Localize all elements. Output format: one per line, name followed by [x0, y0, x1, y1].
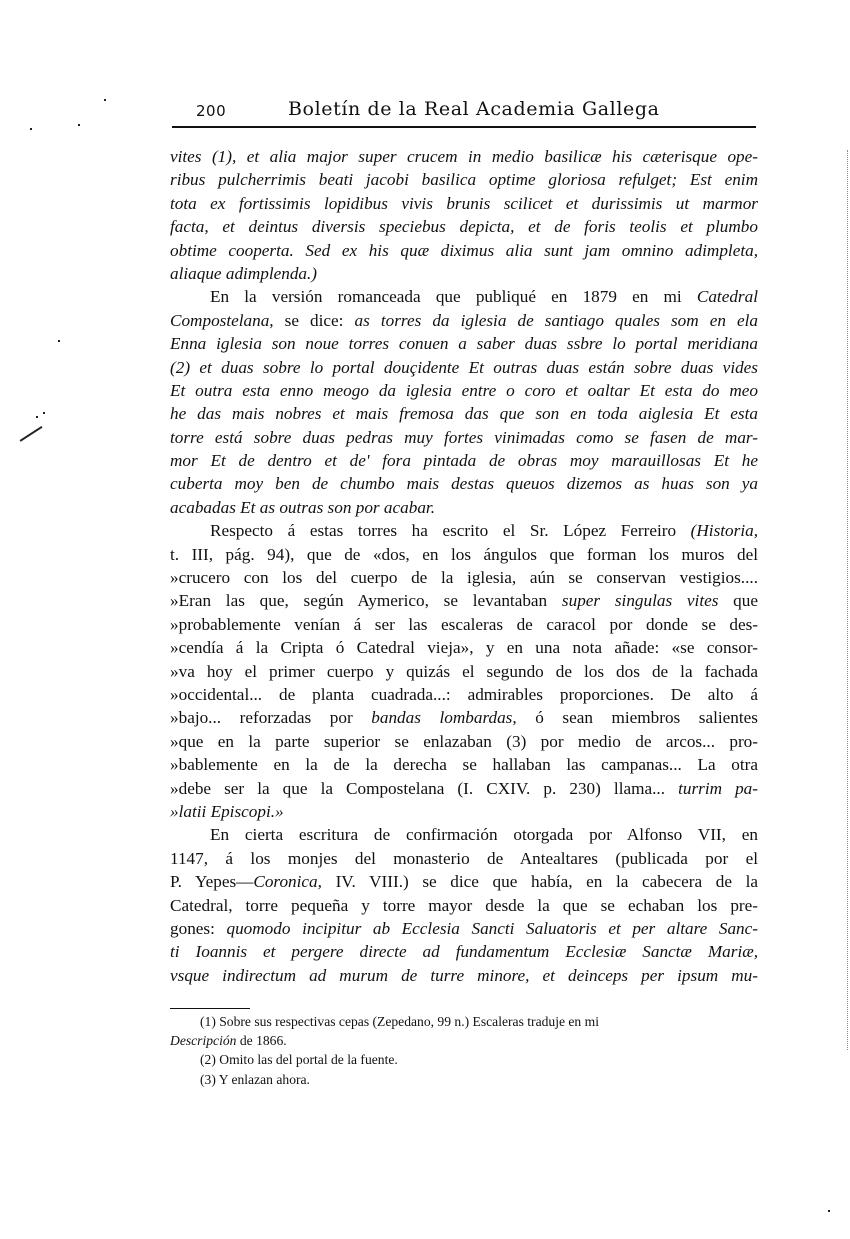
body-text: [170, 145, 758, 987]
roman-text: »bablemente en la de la derecha se hallaban las campanas... La otra: [170, 755, 758, 775]
italic-text: ribus pulcherrimis beati jacobi basilica optime gloriosa refulget; Est enim: [170, 170, 758, 190]
text-line: [170, 449, 758, 472]
page-edge-line: [847, 150, 849, 1050]
roman-text: (2) Omito las del portal de la fuente.: [200, 1052, 398, 1068]
scan-speck: [78, 124, 80, 126]
roman-text: 1147, á los monjes del monasterio de Antealtares (publicada por el: [170, 848, 758, 868]
roman-text: IV. VIII.) se dice que había, en la cabecera de la: [321, 872, 758, 892]
header-rule: [172, 126, 756, 128]
text-line: [170, 379, 758, 402]
text-line: [170, 730, 758, 753]
italic-text: turrim pa-: [678, 778, 758, 798]
italic-text: »latii Episcopi.»: [170, 801, 284, 821]
text-line: [170, 472, 758, 495]
text-line: [170, 356, 758, 379]
roman-text: de 1866.: [236, 1033, 287, 1049]
text-line: [170, 145, 758, 168]
roman-text: »occidental... de planta cuadrada...: admirables proporciones. De alto á: [170, 684, 758, 704]
italic-text: super singulas vites: [561, 591, 719, 611]
footnotes: [170, 1012, 758, 1089]
italic-text: Descripción: [170, 1033, 237, 1049]
margin-pencil-mark: [20, 426, 43, 441]
italic-text: (2) et duas sobre lo portal douçidente Et outras duas están sobre duas vides: [170, 357, 758, 377]
text-line: [170, 753, 758, 776]
text-line: [170, 660, 758, 683]
text-line: [170, 800, 758, 823]
italic-text: bandas lombardas,: [371, 708, 517, 728]
italic-text: vites (1), et alia major super crucem in medio basilicæ his cæterisque ope-: [170, 147, 758, 166]
italic-text: Compostelana,: [170, 310, 274, 330]
italic-text: facta, et deintus diversis speciebus depicta, et de foris teolis et plumbo: [170, 217, 758, 237]
text-line: [170, 239, 758, 262]
roman-text: En la versión romanceada que publiqué en 1879 en mi: [210, 287, 697, 307]
italic-text: Catedral: [696, 287, 758, 307]
text-line: [170, 1050, 758, 1069]
page-header: [172, 98, 758, 126]
italic-text: Coronica,: [253, 872, 322, 892]
italic-text: Enna iglesia son noue torres conuen a saber duas ssbre lo portal meridiana: [170, 334, 758, 354]
text-line: [170, 917, 758, 940]
text-line: [170, 777, 758, 800]
text-line: [170, 262, 758, 285]
italic-text: Et outra esta enno meogo da iglesia entre o coro et oaltar Et esta do meo: [170, 380, 758, 400]
italic-text: quomodo incipitur ab Ecclesia Sancti Saluatoris et per altare Sanc-: [226, 918, 759, 938]
italic-text: ti Ioannis et pergere directe ad fundamentum Ecclesiæ Sanctæ Mariæ,: [170, 942, 758, 962]
page-number: 200: [196, 102, 227, 120]
roman-text: ó sean miembros salientes: [516, 708, 758, 728]
text-line: [170, 519, 758, 542]
text-line: [170, 847, 758, 870]
italic-text: acabadas Et as outras son por acabar.: [170, 497, 435, 517]
roman-text: (3) Y enlazan ahora.: [200, 1071, 310, 1087]
text-line: [170, 285, 758, 308]
scan-speck: [36, 416, 38, 418]
text-line: [170, 1031, 758, 1050]
roman-text: que: [718, 591, 758, 611]
roman-text: t. III, pág. 94), que de «dos, en los ángulos que forman los muros del: [170, 544, 758, 564]
roman-text: »que en la parte superior se enlazaban (3) por medio de arcos... pro-: [170, 731, 758, 751]
text-line: [170, 215, 758, 238]
text-line: [170, 496, 758, 519]
roman-text: se dice:: [273, 310, 355, 330]
roman-text: (1) Sobre sus respectivas cepas (Zepedano, 99 n.) Escaleras traduje en mi: [200, 1014, 599, 1029]
roman-text: »probablemente venían á ser las escaleras de caracol por donde se des-: [170, 614, 758, 634]
roman-text: Catedral, torre pequeña y torre mayor desde la que se echaban los pre-: [170, 895, 758, 915]
roman-text: En cierta escritura de confirmación otorgada por Alfonso VII, en: [210, 825, 758, 845]
roman-text: »bajo... reforzadas por: [170, 708, 372, 728]
text-line: [170, 168, 758, 191]
text-line: [170, 636, 758, 659]
running-title: Boletín de la Real Academia Gallega: [288, 98, 660, 120]
roman-text: »crucero con los del cuerpo de la iglesia, aún se conservan vestigios....: [170, 568, 758, 588]
footnote-rule: [170, 1008, 250, 1009]
text-line: [170, 566, 758, 589]
scan-speck: [30, 128, 32, 130]
text-line: [170, 1070, 758, 1089]
roman-text: P. Yepes—: [170, 872, 254, 892]
roman-text: »va hoy el primer cuerpo y quizás el segundo de los dos de la fachada: [170, 661, 758, 681]
text-line: [170, 870, 758, 893]
text-line: [170, 192, 758, 215]
text-line: [170, 589, 758, 612]
italic-text: (Historia,: [690, 521, 758, 541]
italic-text: obtime cooperta. Sed ex his quæ diximus alia sunt jam omnino adimpleta,: [170, 240, 758, 260]
roman-text: »Eran las que, según Aymerico, se levantaban: [170, 591, 562, 611]
italic-text: aliaque adimplenda.): [170, 263, 318, 283]
italic-text: cuberta moy ben de chumbo mais destas queuos dizemos as huas son ya: [170, 474, 758, 494]
text-line: [170, 964, 758, 987]
italic-text: as torres da iglesia de santiago quales som en ela: [354, 310, 758, 330]
roman-text: »cendía á la Cripta ó Catedral vieja», y en una nota añade: «se consor-: [170, 638, 758, 658]
text-line: [170, 426, 758, 449]
italic-text: tota ex fortissimis lopidibus vivis brunis scilicet et durissimis ut marmor: [170, 193, 758, 213]
text-line: [170, 309, 758, 332]
text-line: [170, 683, 758, 706]
text-line: [170, 332, 758, 355]
text-line: [170, 613, 758, 636]
text-line: [170, 940, 758, 963]
text-line: [170, 894, 758, 917]
italic-text: mor Et de dentro et de' fora pintada de obras moy marauillosas Et he: [170, 451, 758, 471]
roman-text: »debe ser la que la Compostelana (I. CXIV. p. 230) llama...: [170, 778, 679, 798]
scan-speck: [43, 412, 45, 414]
italic-text: torre está sobre duas pedras muy fortes vinimadas como se fasen de mar-: [170, 427, 758, 447]
text-line: [170, 706, 758, 729]
roman-text: Respecto á estas torres ha escrito el Sr. López Ferreiro: [210, 521, 691, 541]
italic-text: vsque indirectum ad murum de turre minore, et deinceps per ipsum mu-: [170, 965, 758, 985]
text-line: [170, 543, 758, 566]
scan-speck: [828, 1210, 830, 1212]
scan-speck: [104, 99, 106, 101]
italic-text: he das mais nobres et mais fremosa das que son en toda aiglesia Et esta: [170, 404, 758, 424]
text-line: [170, 402, 758, 425]
scan-speck: [58, 340, 60, 342]
roman-text: gones:: [170, 918, 227, 938]
text-line: [170, 1012, 758, 1031]
text-line: [170, 823, 758, 846]
